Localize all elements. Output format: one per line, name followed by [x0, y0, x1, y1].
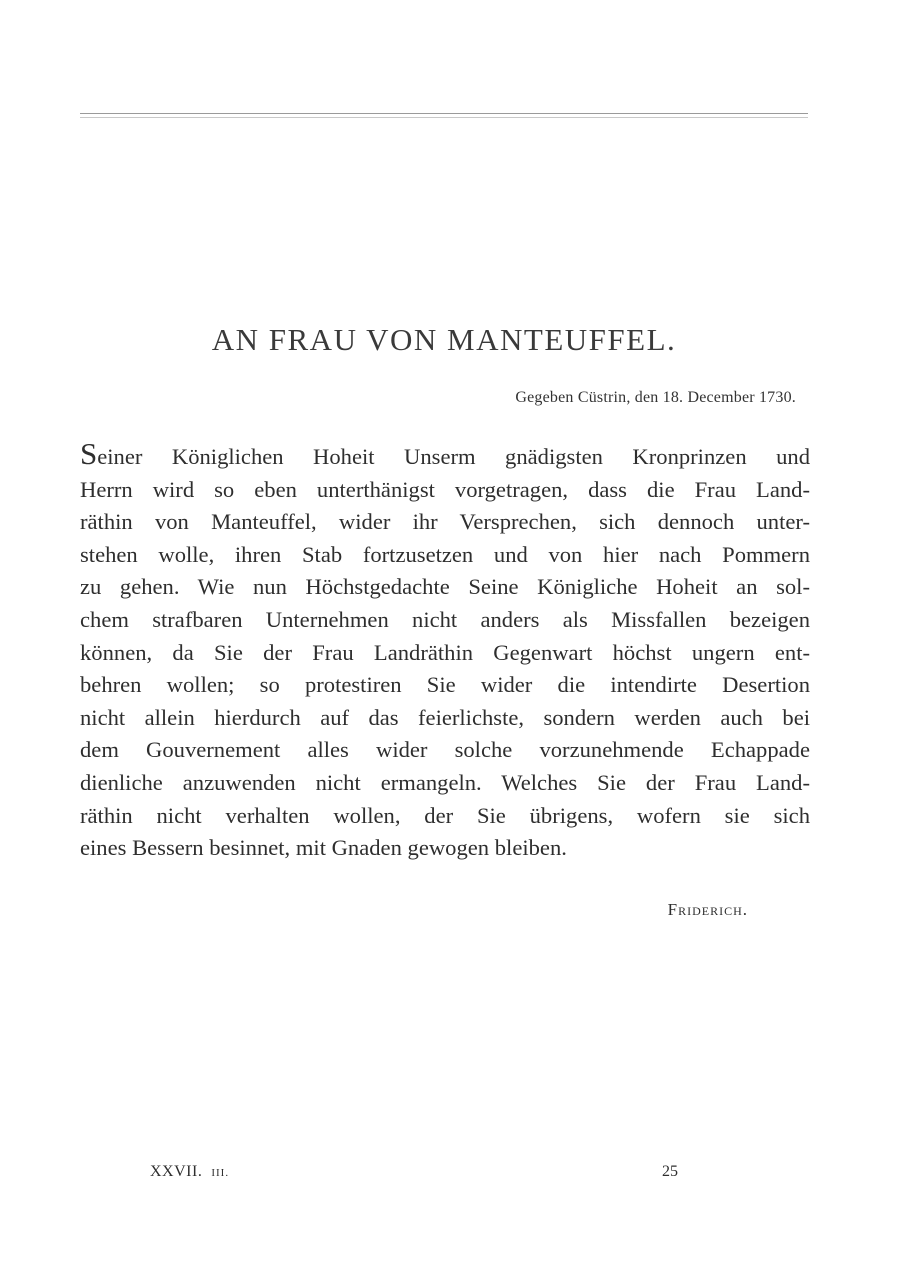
body-line: stehen wolle, ihren Stab fortzusetzen und von hier nach Pommern — [80, 541, 810, 567]
letter-body — [80, 438, 810, 865]
body-line: zu gehen. Wie nun Höchstgedachte Seine Königliche Hoheit an sol- — [80, 574, 810, 600]
footer-volume: XXVII. — [150, 1163, 203, 1180]
body-line: nicht allein hierdurch auf das feierlichste, sondern werden auch bei — [80, 704, 810, 730]
body-line: räthin nicht verhalten wollen, der Sie übrigens, wofern sie sich — [80, 802, 810, 828]
body-line: dienliche anzuwenden nicht ermangeln. Welches Sie der Frau Land- — [80, 769, 810, 795]
letter-title: AN FRAU VON MANTEUFFEL. — [211, 322, 677, 357]
body-line-text: einer Königlichen Hoheit Unserm gnädigsten Kronprinzen und — [97, 444, 810, 469]
page-number: 25 — [662, 1163, 678, 1180]
body-line: behren wollen; so protestiren Sie wider die intendirte Desertion — [80, 672, 810, 698]
dateline: Gegeben Cüstrin, den 18. December 1730. — [515, 389, 796, 406]
body-line: dem Gouvernement alles wider solche vorzunehmende Echappade — [80, 737, 810, 763]
drop-cap: S — [80, 436, 98, 471]
body-line: eines Bessern besinnet, mit Gnaden gewogen bleiben. — [80, 835, 567, 861]
body-line: räthin von Manteuffel, wider ihr Versprechen, sich dennoch unter- — [80, 509, 810, 535]
body-line: Herrn wird so eben unterthänigst vorgetragen, dass die Frau Land- — [80, 476, 810, 502]
signature: Friderich. — [667, 900, 748, 919]
footer-part: III. — [211, 1167, 230, 1179]
body-line — [80, 438, 810, 474]
footer-volume-mark — [150, 1163, 229, 1181]
body-line: können, da Sie der Frau Landräthin Gegenwart höchst ungern ent- — [80, 639, 810, 665]
top-rule-secondary — [80, 117, 808, 118]
body-line: chem strafbaren Unternehmen nicht anders als Missfallen bezeigen — [80, 606, 810, 632]
top-rule — [80, 113, 808, 114]
